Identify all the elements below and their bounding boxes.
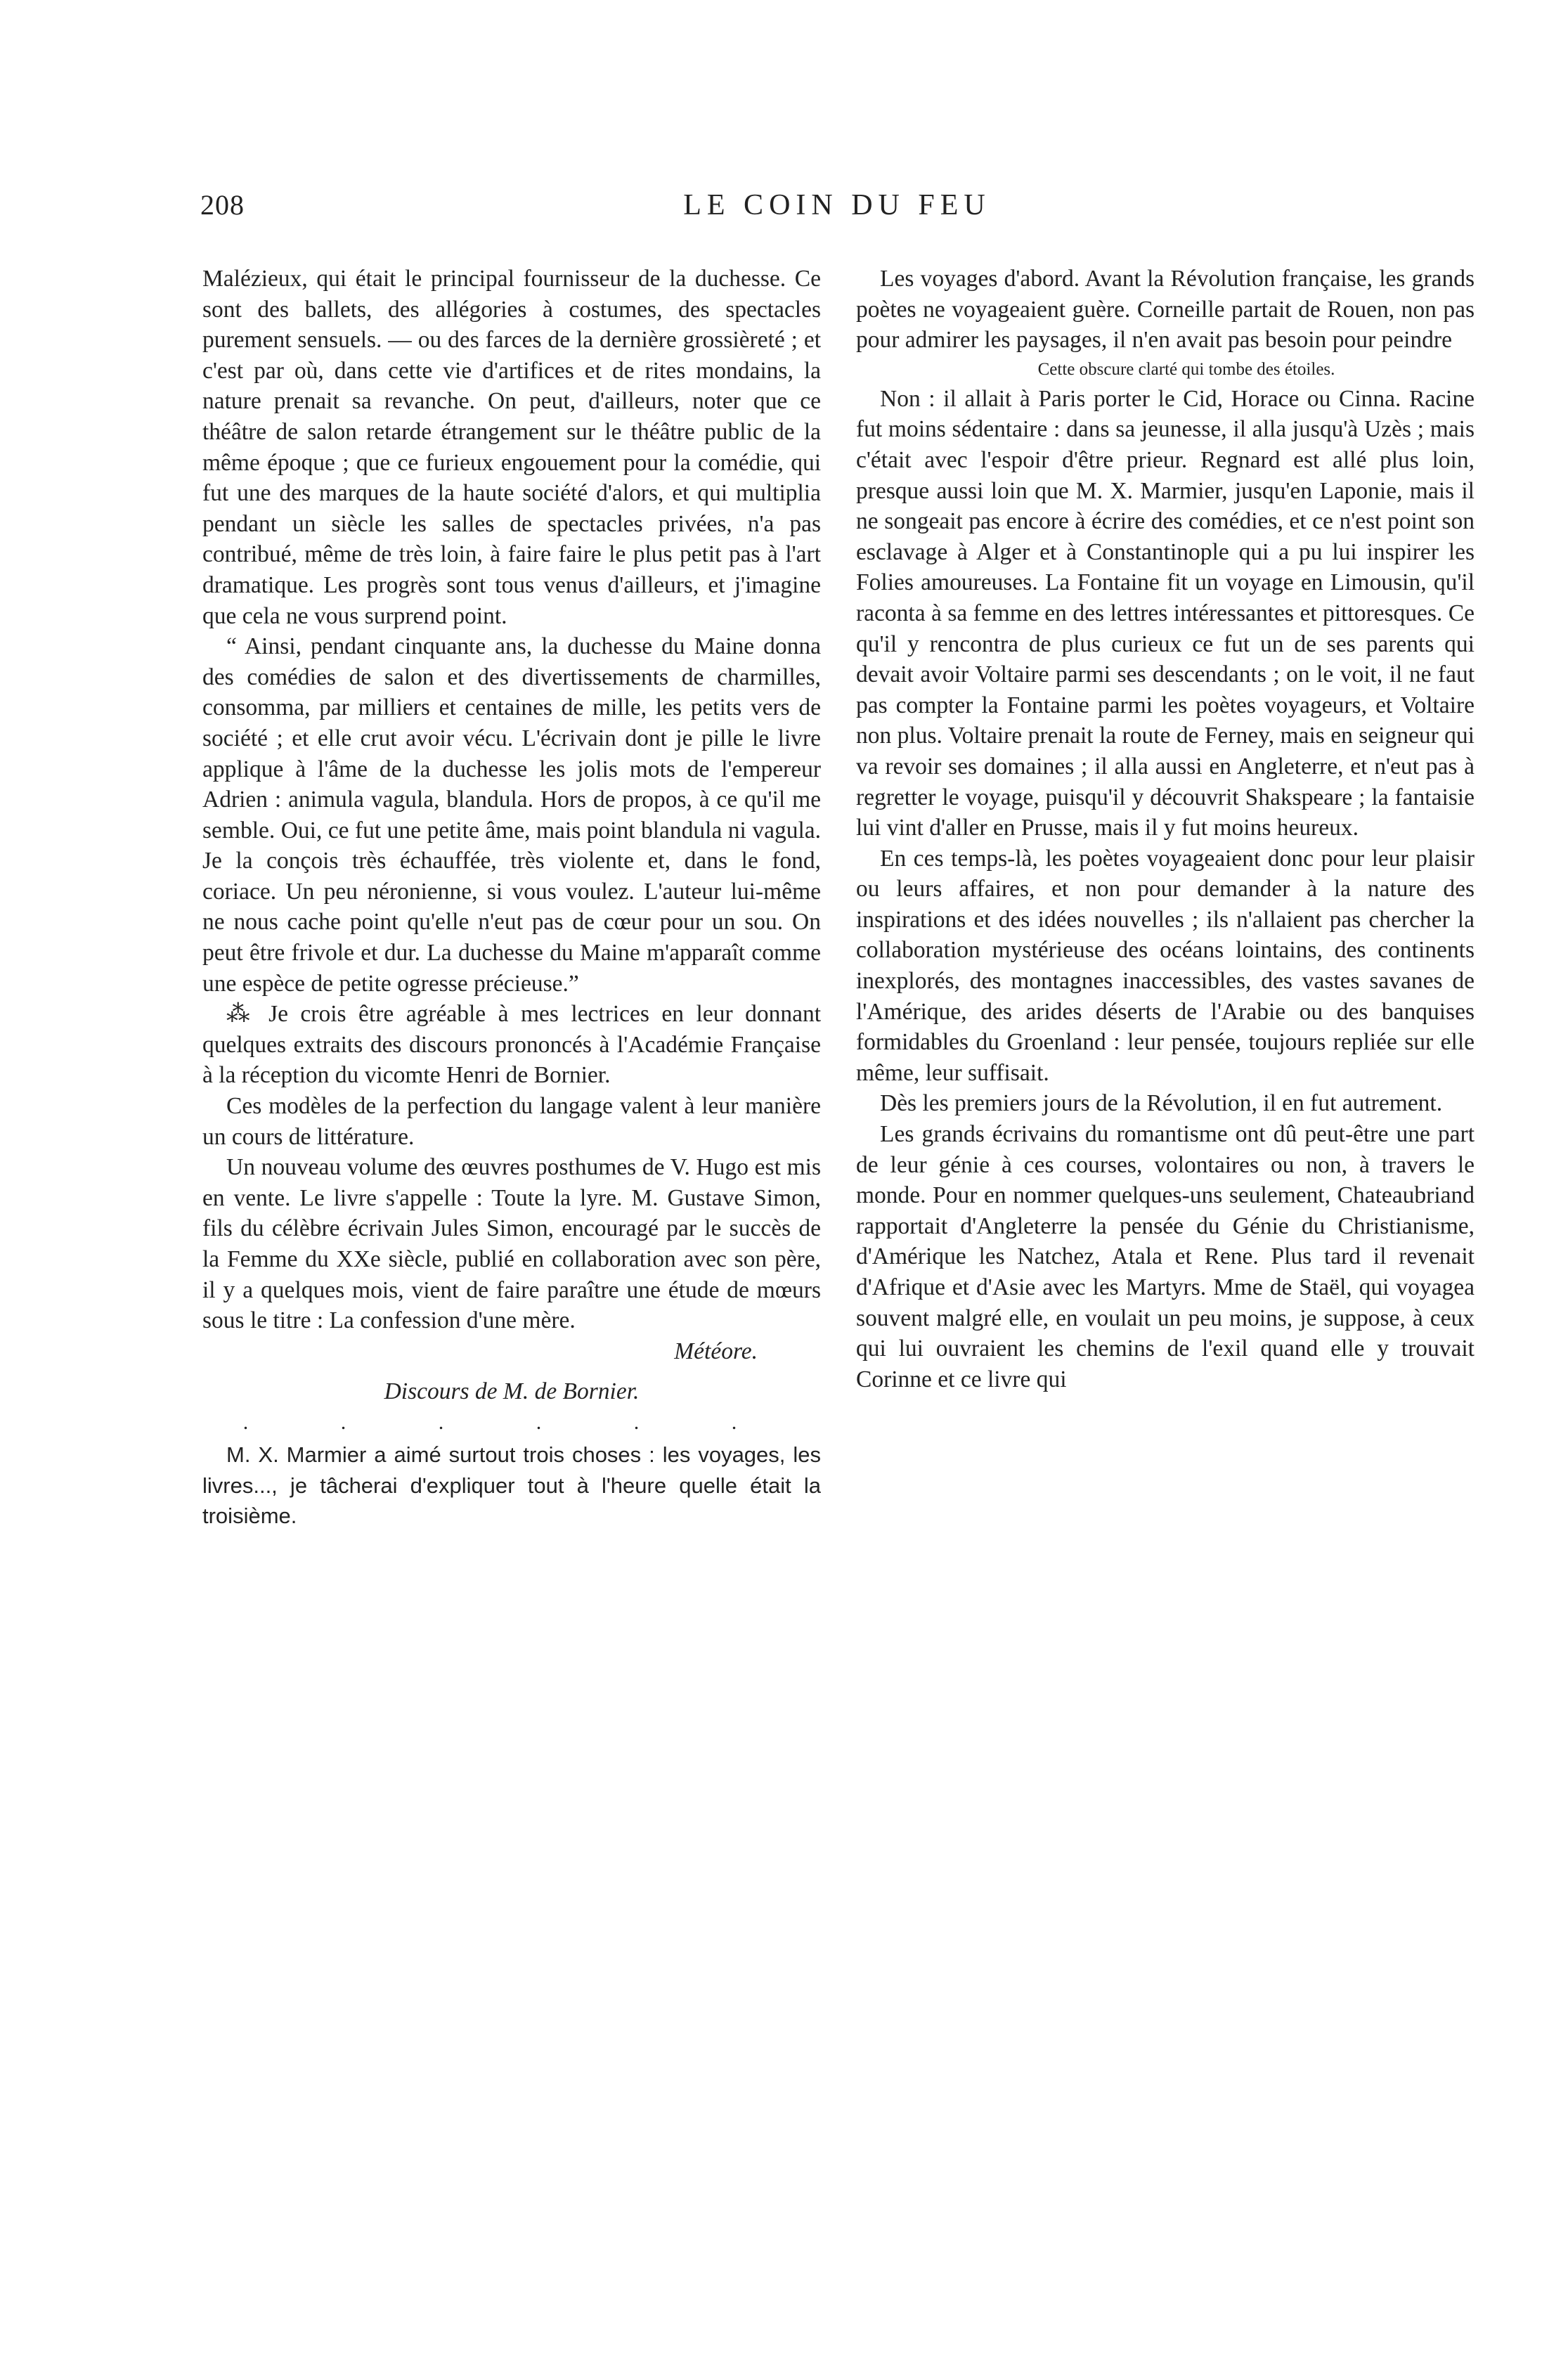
ellipsis-dots: . . . . . . bbox=[242, 1410, 781, 1434]
verse-quote: Cette obscure clarté qui tombe des étoiles. bbox=[1037, 359, 1335, 379]
signature: Météore. bbox=[674, 1338, 758, 1364]
right-paragraph-5: Les grands écrivains du romantisme ont dû peut-être une part de leur génie à ces courses, volontaires ou non, à travers le monde. Pour en nommer quelques-uns seulement, Chateaubriand rapportait d'Angleterre la pensée du Génie du Christianisme, d'Amérique les Natchez, Atala et Rene. Plus tard il revenait d'Afrique et d'Asie avec les Martyrs. Mme de Staël, qui voyagea souvent malgré elle, en voulait un peu moins, je suppose, à ceux qui lui ouvraient les chemins de l'exil quand elle y trouvait Corinne et ce livre qui bbox=[856, 1121, 1475, 1392]
right-column bbox=[856, 264, 1475, 1395]
right-paragraph-4: Dès les premiers jours de la Révolution, il en fut autrement. bbox=[880, 1090, 1443, 1117]
left-paragraph-2: “ Ainsi, pendant cinquante ans, la duchesse du Maine donna des comédies de salon et des divertissements de charmilles, consomma, par milliers et centaines de mille, les petits vers de société ; et elle crut avoir vécu. L'écrivain dont je pille le livre applique à l'âme de la duchesse les jolis mots de l'empereur Adrien : animula vagula, blandula. Hors de propos, à ce qu'il me semble. Oui, ce fut une petite âme, mais point blandula ni vagula. Je la conçois très échauffée, très violente et, dans le fond, coriace. Un peu néronienne, si vous voulez. L'auteur lui-même ne nous cache point qu'elle n'eut pas de cœur pour un sou. On peut être frivole et dur. La duchesse du Maine m'apparaît comme une espèce de petite ogresse précieuse.” bbox=[202, 633, 821, 997]
left-paragraph-5: Un nouveau volume des œuvres posthumes de V. Hugo est mis en vente. Le livre s'appelle : Toute la lyre. M. Gustave Simon, fils du célèbre écrivain Jules Simon, encouragé par le succès de la Femme du XXe siècle, publié en collaboration avec son père, il y a quelques mois, vient de faire paraître une étude de mœurs sous le titre : La confession d'une mère. bbox=[202, 1154, 821, 1334]
section-heading: Discours de M. de Bornier. bbox=[384, 1378, 640, 1405]
left-column bbox=[202, 264, 821, 1532]
running-header bbox=[200, 188, 1474, 231]
running-title: LE COIN DU FEU bbox=[683, 189, 991, 221]
right-paragraph-1: Les voyages d'abord. Avant la Révolution française, les grands poètes ne voyageaient guère. Corneille partait de Rouen, non pas pour admirer les paysages, il n'en avait pas besoin pour peindre bbox=[856, 266, 1475, 354]
left-paragraph-6: M. X. Marmier a aimé surtout trois choses : les voyages, les livres..., je tâcherai d'expliquer tout à l'heure quelle était la troisième. bbox=[202, 1442, 821, 1529]
right-paragraph-2: Non : il allait à Paris porter le Cid, Horace ou Cinna. Racine fut moins sédentaire : dans sa jeunesse, il alla jusqu'à Uzès ; mais c'était avec l'espoir d'être prieur. Regnard est allé plus loin, presque aussi loin que M. X. Marmier, jusqu'en Laponie, mais il ne songeait pas encore à écrire des comédies, et ce n'est point son esclavage à Alger et à Constantinople qui a pu lui inspirer les Folies amoureuses. La Fontaine fit un voyage en Limousin, qu'il raconta à sa femme en des lettres intéressantes et pittoresques. Ce qu'il y rencontra de plus curieux ce fut un de ses parents qui devait avoir Voltaire parmi ses descendants ; on le voit, il ne faut pas compter la Fontaine parmi les poètes voyageurs, et Voltaire non plus. Voltaire prenait la route de Ferney, mais en seigneur qui va revoir ses domaines ; il alla aussi en Angleterre, et n'eut pas à regretter le voyage, puisqu'il y découvrit Shakspeare ; la fantaisie lui vint d'aller en Prusse, mais il y fut moins heureux. bbox=[856, 385, 1475, 841]
left-paragraph-4: Ces modèles de la perfection du langage valent à leur manière un cours de littérature. bbox=[202, 1093, 821, 1150]
left-paragraph-1: Malézieux, qui était le principal fournisseur de la duchesse. Ce sont des ballets, des allégories à costumes, des spectacles purement sensuels. — ou des farces de la dernière grossièreté ; et c'est par où, dans cette vie d'artifices et de rites mondains, la nature prenait sa revanche. On peut, d'ailleurs, noter que ce théâtre de salon retarde étrangement sur le théâtre public de la même époque ; que ce furieux engouement pour la comédie, qui fut une des marques de la haute société d'alors, et qui multiplia pendant un siècle les salles de spectacles privées, n'a pas contribué, même de très loin, à faire faire le plus petit pas à l'art dramatique. Les progrès sont tous venus d'ailleurs, et j'imagine que cela ne vous surprend point. bbox=[202, 266, 821, 629]
right-paragraph-3: En ces temps-là, les poètes voyageaient donc pour leur plaisir ou leurs affaires, et non pour demander à la nature des inspirations et des idées nouvelles ; ils n'allaient pas chercher la collaboration mystérieuse des océans lointains, des continents inexplorés, des montagnes inaccessibles, des vastes savanes de l'Amérique, des arides déserts de l'Arabie ou des banquises formidables du Groenland : leur pensée, toujours repliée sur elle même, leur suffisait. bbox=[856, 845, 1475, 1086]
left-paragraph-3: ⁂ Je crois être agréable à mes lectrices en leur donnant quelques extraits des discours prononcés à l'Académie Française à la réception du vicomte Henri de Bornier. bbox=[202, 1001, 821, 1089]
page-number: 208 bbox=[200, 189, 245, 221]
